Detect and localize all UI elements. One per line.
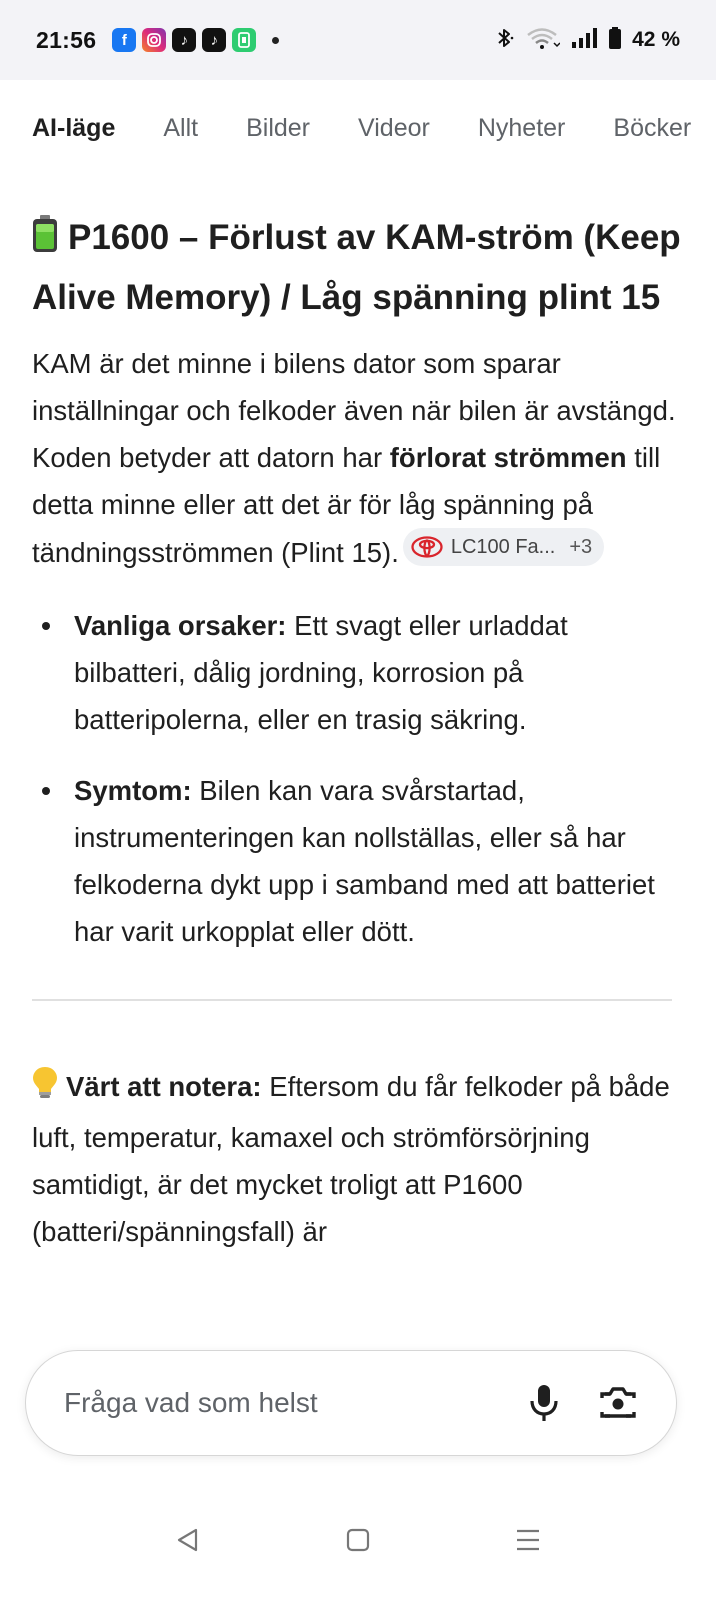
tab-ai-mode[interactable]: AI-läge — [32, 113, 116, 142]
bullet-dot — [42, 622, 50, 630]
instagram-icon — [142, 28, 166, 52]
note-title: Värt att notera: — [66, 1071, 262, 1102]
list-item-title: Symtom: — [74, 775, 192, 806]
tab-videos[interactable]: Videor — [358, 113, 430, 142]
notification-icons — [112, 28, 279, 52]
list-item-text: Bilen kan vara svårstartad, instrumenteringen kan nollställas, eller så har felkoderna dykt upp i samband med att batteriet har varit urkopplat eller dött. — [74, 775, 655, 947]
intro-bold-text: förlorat strömmen — [389, 442, 627, 473]
list-item — [32, 767, 684, 955]
source-chip[interactable] — [403, 528, 604, 566]
intro-text-1: KAM är det minne i bilens dator som sparar inställningar och felkoder även när bilen är avstängd. Koden betyder att datorn har — [32, 348, 676, 473]
menu-lines-icon — [514, 1526, 542, 1554]
source-chip-label: LC100 Fa... — [450, 535, 556, 558]
status-time: 21:56 — [36, 26, 97, 53]
google-lens-button[interactable] — [590, 1375, 646, 1431]
note-text: Eftersom du får felkoder på både luft, temperatur, kamaxel och strömförsörjning samtidigt, är det mycket troligt att P1600 (batteri/spänningsfall) är — [32, 1071, 670, 1247]
camera-lens-icon — [598, 1384, 638, 1422]
tab-news[interactable]: Nyheter — [477, 113, 566, 142]
home-square-icon — [344, 1526, 372, 1554]
tab-images[interactable]: Bilder — [246, 113, 311, 142]
answer-heading — [32, 210, 684, 326]
signal-icon — [570, 26, 598, 55]
wifi-icon — [526, 26, 560, 55]
search-input[interactable] — [64, 1387, 498, 1419]
tiktok-icon: ♪ — [172, 28, 196, 52]
cause-list — [32, 602, 684, 955]
tab-all[interactable]: Allt — [163, 113, 199, 142]
status-bar — [0, 0, 716, 80]
list-item-text: Ett svagt eller urladdat bilbatteri, dålig jordning, korrosion på batteripolerna, eller en trasig säkring. — [74, 610, 568, 735]
intro-paragraph — [32, 340, 684, 576]
battery-percentage: 42 % — [632, 28, 680, 51]
ai-answer — [32, 210, 684, 1255]
back-button[interactable] — [168, 1520, 208, 1560]
lightbulb-emoji-icon — [32, 1066, 58, 1114]
bluetooth-icon — [492, 26, 516, 55]
battery-icon — [608, 26, 622, 55]
microphone-icon — [529, 1383, 559, 1423]
search-mode-tabs — [0, 88, 716, 168]
bullet-dot — [42, 787, 50, 795]
tiktok-icon: ♪ — [202, 28, 226, 52]
list-item-title: Vanliga orsaker: — [74, 610, 287, 641]
list-item — [32, 602, 684, 743]
toyota-logo-icon — [411, 536, 443, 558]
back-triangle-icon — [174, 1526, 202, 1554]
system-nav-bar — [0, 1480, 716, 1600]
microphone-button[interactable] — [516, 1375, 572, 1431]
facebook-icon: f — [112, 28, 136, 52]
recents-button[interactable] — [508, 1520, 548, 1560]
messages-icon — [232, 28, 256, 52]
intro-text-2: till detta minne eller att det är för låg spänning på tändningsströmmen (Plint 15). — [32, 442, 661, 568]
search-box — [25, 1350, 677, 1456]
tab-books[interactable]: Böcker — [613, 113, 692, 142]
source-chip-more: +3 — [569, 535, 593, 558]
answer-heading-text: P1600 – Förlust av KAM-ström (Keep Alive Memory) / Låg spänning plint 15 — [32, 218, 681, 317]
home-button[interactable] — [338, 1520, 378, 1560]
more-notifications-dot — [272, 37, 279, 44]
battery-emoji-icon — [32, 214, 58, 270]
note-paragraph — [32, 1063, 684, 1255]
section-divider — [32, 999, 672, 1001]
